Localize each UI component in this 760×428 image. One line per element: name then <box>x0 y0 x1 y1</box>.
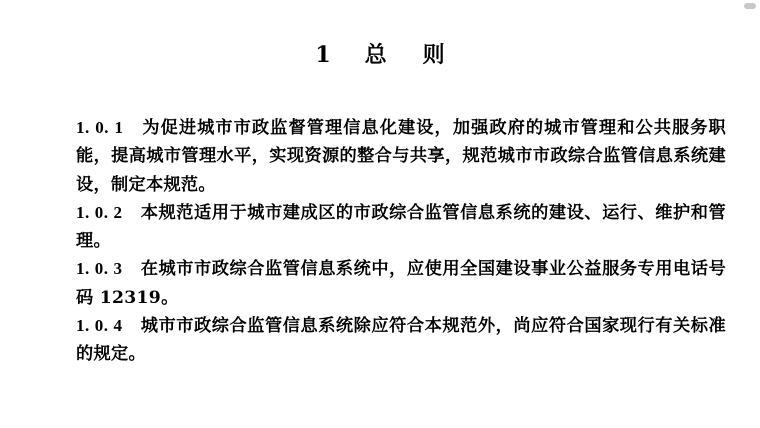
clause-text: 在城市市政综合监管信息系统中，应使用全国建设事业公益服务专用电话号码 12319。 <box>76 259 727 308</box>
scroll-indicator <box>744 3 756 9</box>
chapter-title-word-2: 则 <box>422 42 445 68</box>
clause-list <box>76 114 726 369</box>
clause-text: 城市市政综合监管信息系统除应符合本规范外，尚应符合国家现行有关标准的规定。 <box>76 316 727 365</box>
clause-1-0-2 <box>76 199 726 256</box>
clause-1-0-4 <box>76 312 726 369</box>
clause-number: 1. 0. 4 <box>76 316 123 336</box>
clause-number: 1. 0. 3 <box>76 259 123 279</box>
clause-1-0-3 <box>76 255 726 312</box>
clause-text: 本规范适用于城市建成区的市政综合监管信息系统的建设、运行、维护和管理。 <box>76 202 727 252</box>
chapter-number: 1 <box>315 42 331 68</box>
clause-1-0-1 <box>76 114 726 199</box>
clause-text: 为促进城市市政监督管理信息化建设，加强政府的城市管理和公共服务职能，提高城市管理水平，实现资源的整合与共享，规范城市市政综合监管信息系统建设，制定本规范。 <box>76 118 727 195</box>
chapter-title <box>0 41 760 69</box>
clause-number: 1. 0. 1 <box>76 118 124 137</box>
clause-number: 1. 0. 2 <box>76 202 123 222</box>
chapter-title-word-1: 总 <box>364 42 387 68</box>
